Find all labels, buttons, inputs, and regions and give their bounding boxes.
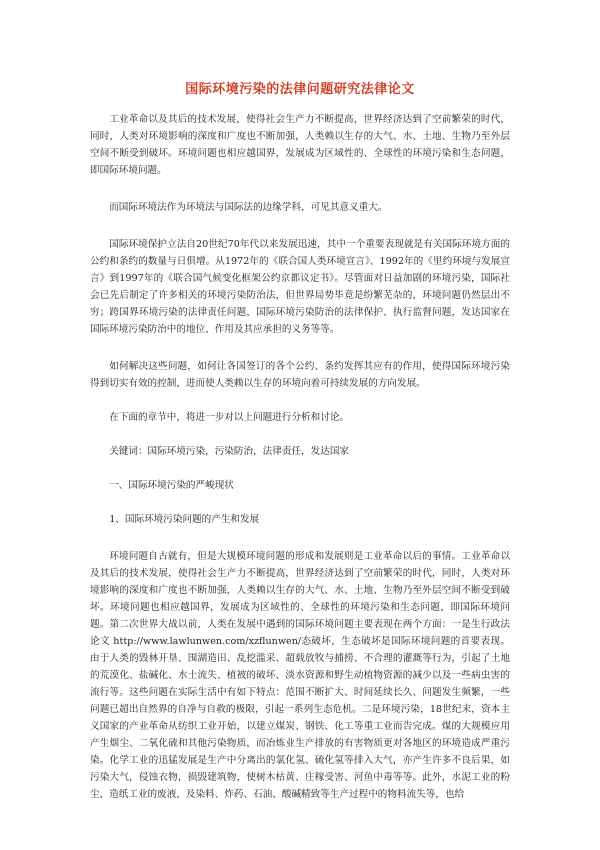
paragraph-legislation: 国际环境保护立法自20世纪70年代以来发展迅速，其中一个重要表现就是有关国际环境方面的公约和条约的数量与日俱增。从1972年的《联合国人类环境宣言》、1992年的《里约环境与发展宣言》到1997年的《联合国气候变化框架公约京都议定书》。尽管面对日益加剧的环境污染，国际社会已先后制定了许多相关的环境污染防治法，但世界局势毕竟是纷繁芜杂的，环境问题仍然层出不穷；跨国界环境污染的法律责任问题，国际环境污染防治的法律保护、执行监督问题，发达国家在国际环境污染防治中的地位、作用及其应承担的义务等等。 — [90, 239, 510, 335]
section-heading-1: 一、国际环境污染的严峻现状 — [109, 480, 234, 491]
paragraph-keywords: 关键词：国际环境污染，污染防治，法律责任，发达国家 — [109, 446, 350, 457]
paragraph-intro: 工业革命以及其后的技术发展，使得社会生产力不断提高，世界经济达到了空前繁荣的时代，同时，人类对环境影响的深度和广度也不断加强，人类赖以生存的大气、水、土地、生物乃至外层空间不断受到破坏。环境问题也相应越国界，发展成为区域性的、全球性的环境污染和生态问题，即国际环境问题。 — [90, 114, 510, 176]
paragraph-significance: 而国际环境法作为环境法与国际法的边缘学科，可见其意义重大。 — [109, 202, 388, 213]
paragraph-body: 环境问题自古就有，但是大规模环境问题的形成和发展则是工业革命以后的事情。工业革命以及其后的技术发展，使得社会生产力不断提高，世界经济达到了空前繁荣的时代，同时，人类对环境影响的深度和广度也不断加强，人类赖以生存的大气、水、土地、生物乃至外层空间不断受到破坏。环境问题也相应越国界，发展成为区域性的、全球性的环境污染和生态问题，即国际环境问题。第二次世界大战以前，人类在发展中遇到的国际环境问题主要表现在两个方面：一是生行政法论文 http://www.lawlunwen.com/xzflunwen/态破坏，生态破坏是国际环境问题的首要表现。由于人类的毁林开垦、围湖造田、乱挖滥采、超载放牧与捕捞、不合理的灌溉等行为，引起了土地的荒漠化、盐碱化、水土流失、植被的破坏、淡水资源和野生动植物资源的减少以及一些病虫害的流行等。这些问题在实际生活中有如下特点：范围不断扩大、时间延续长久、问题发生频繁，一些问题已超出自然界的自净与自救的极限，引起一系列生态危机。二是环境污染，18世纪末，资本主义国家的产业革命从纺织工业开始，以建立煤炭、钢铁、化工等重工业而告完成。煤的大规模应用产生烟尘、二氧化硫和其他污染物质，而冶炼业生产排放的有害物质更对各地区的环境造成严重污染。化学工业的迅猛发展是生产中分离出的氯化氢、硫化氢等排入大气，亦产生许多不良后果，如污染大气，侵蚀衣物，损毁建筑物，使树木枯黄、庄稼受害、河鱼中毒等等。此外，水泥工业的粉尘，造纸工业的废液，及染料、炸药、石油、酸碱精致等生产过程中的物料流失等，也给 — [90, 551, 510, 800]
subsection-heading-1-1: 1、国际环境污染问题的产生和发展 — [109, 514, 260, 525]
paragraph-next-chapters: 在下面的章节中，将进一步对以上问题进行分析和讨论。 — [109, 412, 350, 423]
paragraph-question: 如何解决这些问题，如何让各国签订的各个公约、条约发挥其应有的作用，使得国际环境污染得到切实有效的控制，进而使人类赖以生存的环境向着可持续发展的方向发展。 — [90, 361, 510, 389]
document-title: 国际环境污染的法律问题研究法律论文 — [185, 82, 415, 97]
